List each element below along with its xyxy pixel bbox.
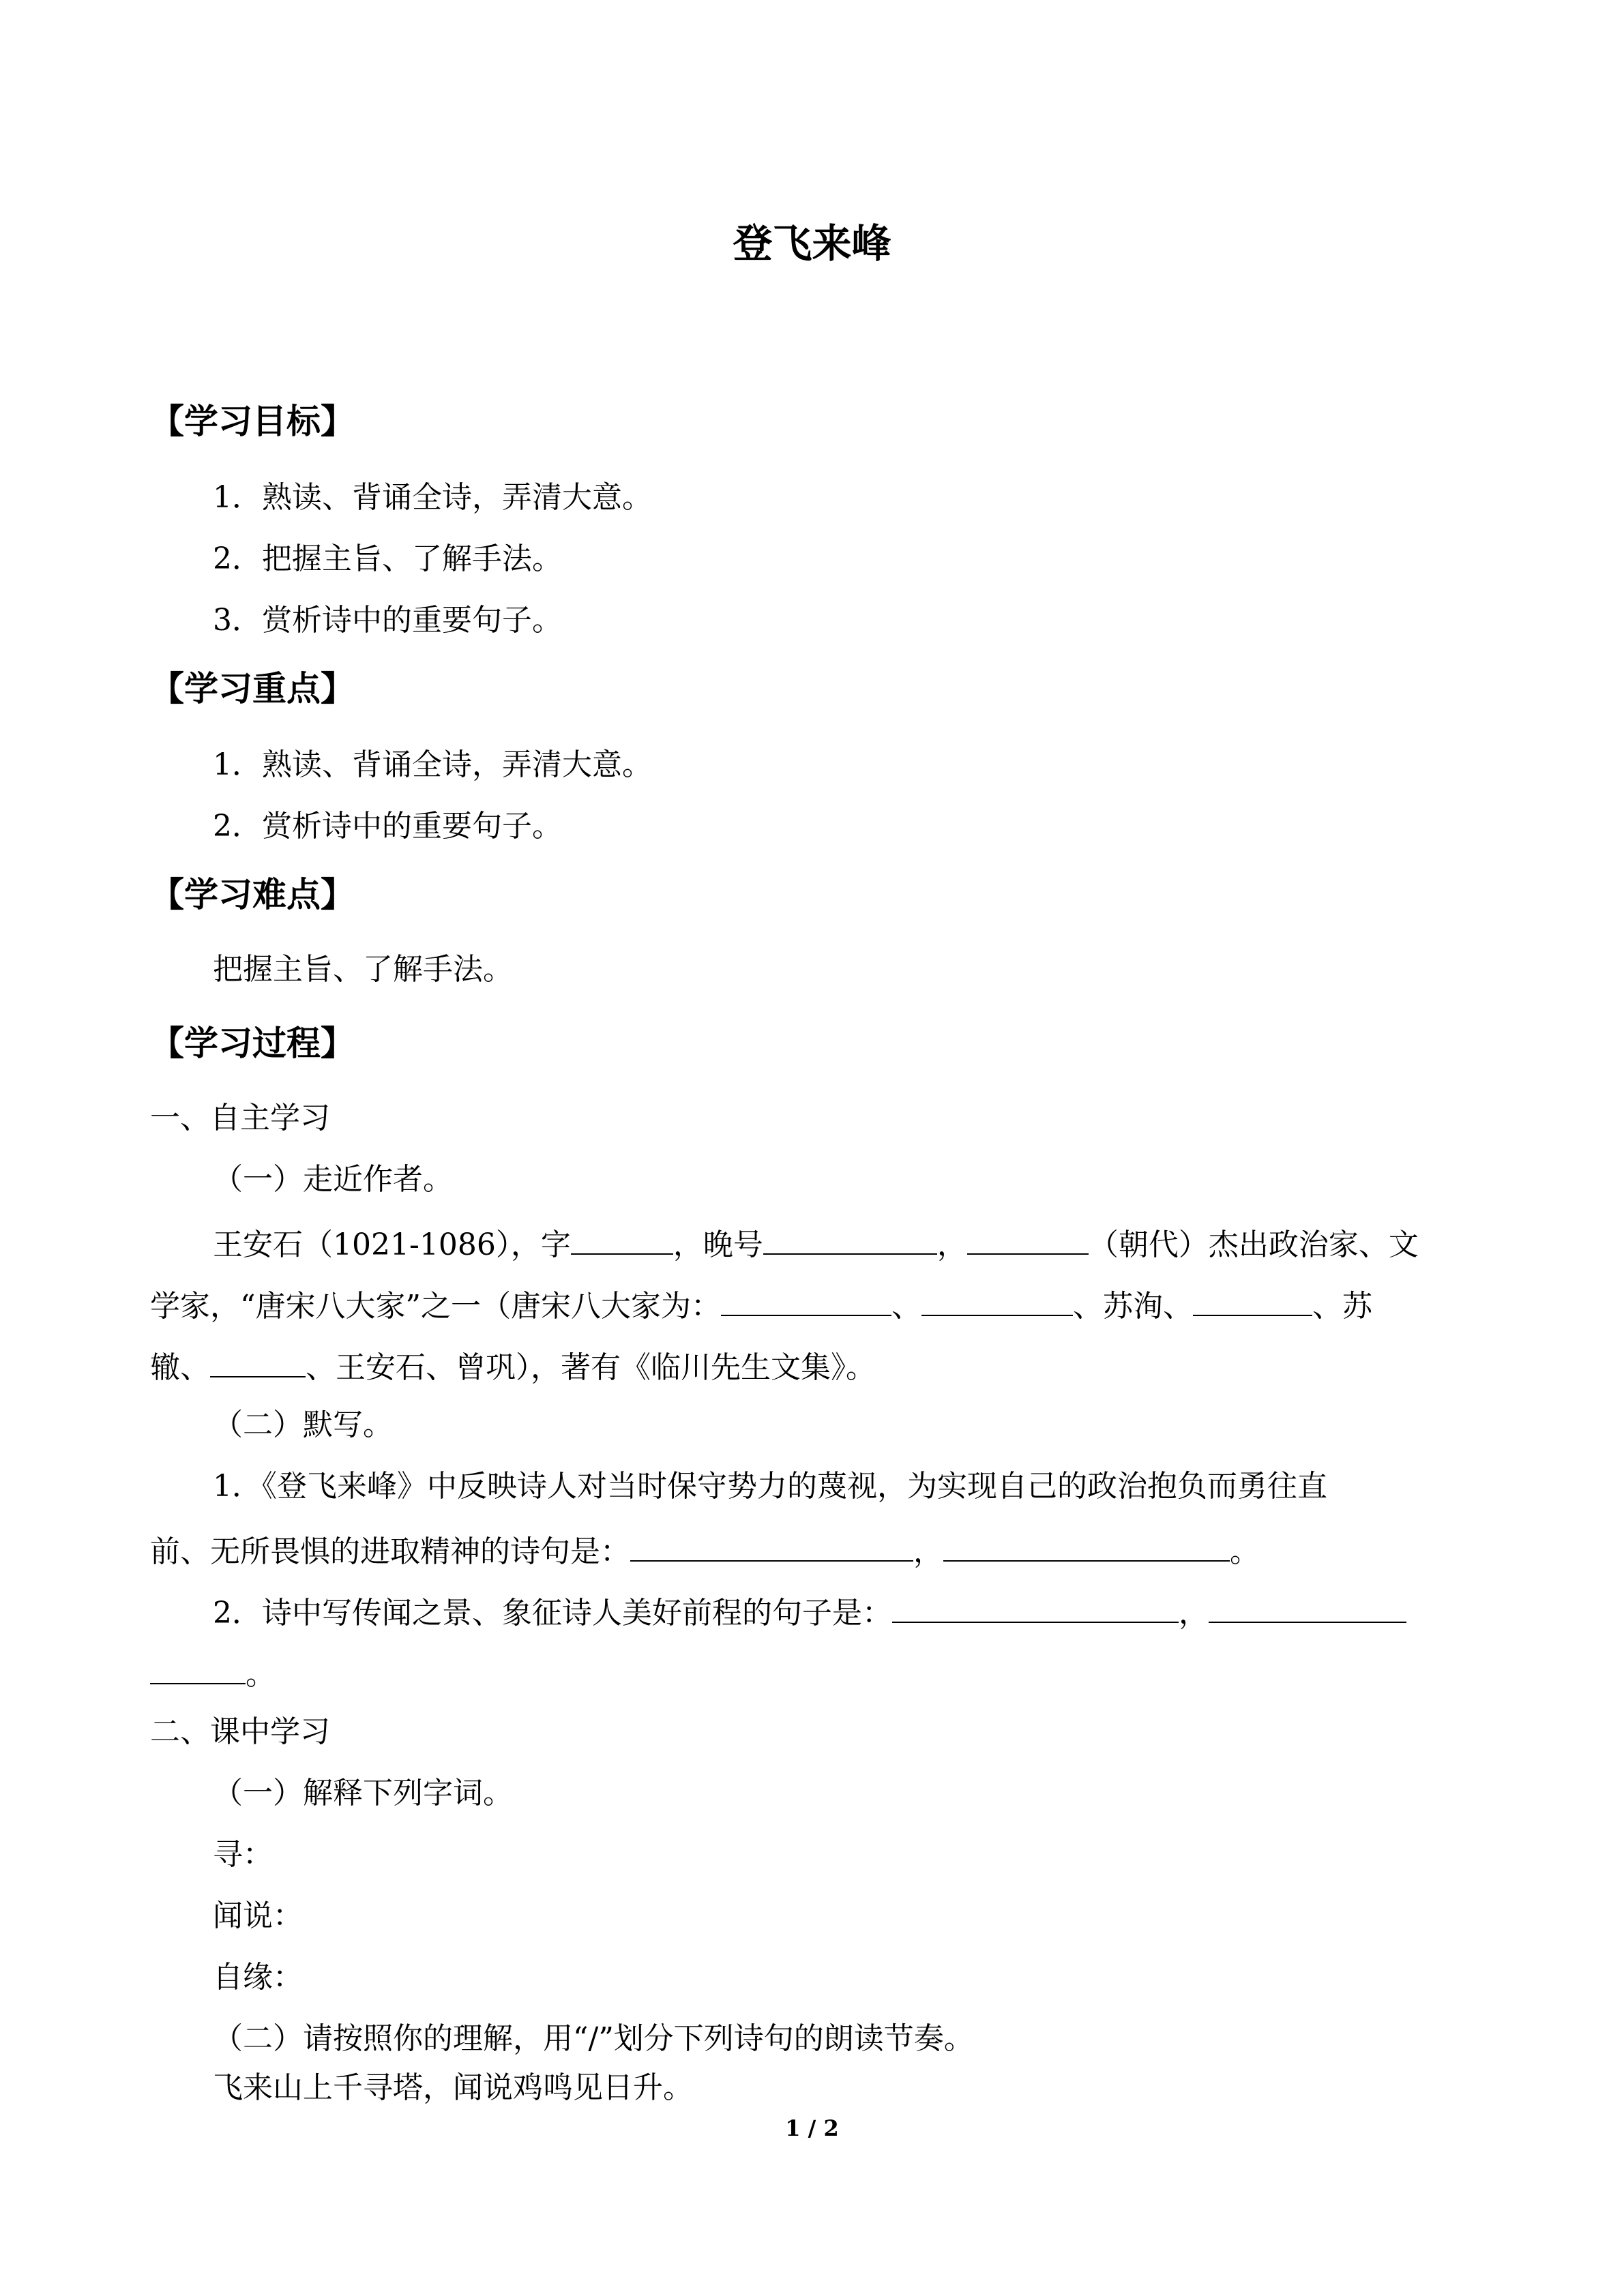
q2-line-1 — [213, 1594, 1406, 1628]
author-text: ，晚号 — [673, 1227, 763, 1262]
section-heading-process: 【学习过程】 — [150, 1024, 355, 1063]
q2-text: 。 — [246, 1657, 276, 1692]
section-heading-difficulties: 【学习难点】 — [150, 875, 355, 914]
blank-q2-c[interactable] — [150, 1656, 246, 1684]
blank-master-1[interactable] — [721, 1287, 891, 1316]
blank-q1-b[interactable] — [943, 1533, 1230, 1562]
goal-item: 1．熟读、背诵全诗，弄清大意。 — [213, 480, 652, 515]
blank-q1-a[interactable] — [630, 1533, 913, 1562]
key-point-item: 1．熟读、背诵全诗，弄清大意。 — [213, 747, 652, 782]
author-text: 、 — [891, 1289, 921, 1324]
part2-title: 二、课中学习 — [150, 1714, 330, 1749]
page-title: 登飞来峰 — [733, 220, 891, 267]
blank-master-2[interactable] — [921, 1287, 1073, 1316]
poem-line: 飞来山上千寻塔，闻说鸡鸣见日升。 — [213, 2070, 693, 2105]
term-item: 寻： — [213, 1837, 273, 1872]
term-item: 自缘： — [213, 1960, 303, 1995]
q1-line-2 — [150, 1533, 1260, 1567]
author-text: ， — [936, 1227, 967, 1262]
q1-text: 。 — [1230, 1534, 1260, 1569]
difficulty-item: 把握主旨、了解手法。 — [213, 952, 513, 987]
author-text: （朝代）杰出政治家、文 — [1088, 1227, 1419, 1262]
q1-text: 前、无所畏惧的进取精神的诗句是： — [150, 1534, 630, 1569]
section-heading-key-points: 【学习重点】 — [150, 669, 355, 709]
page-number: 1 / 2 — [785, 2115, 839, 2141]
goal-item: 3．赏析诗中的重要句子。 — [213, 603, 562, 638]
blank-q2-b[interactable] — [1209, 1594, 1406, 1623]
key-point-item: 2．赏析诗中的重要句子。 — [213, 809, 562, 844]
q1-line-1: 1．《登飞来峰》中反映诗人对当时保守势力的蔑视，为实现自己的政治抱负而勇往直 — [213, 1469, 1327, 1504]
q1-text: ， — [913, 1534, 943, 1569]
q2-text: ， — [1179, 1596, 1209, 1630]
blank-master-4[interactable] — [210, 1349, 306, 1377]
blank-master-3[interactable] — [1193, 1287, 1312, 1316]
q2-line-2 — [150, 1656, 276, 1690]
author-text: 、苏洵、 — [1073, 1289, 1193, 1324]
term-item: 闻说： — [213, 1898, 303, 1933]
goal-item: 2．把握主旨、了解手法。 — [213, 541, 562, 576]
part2-sub1: （一）解释下列字词。 — [213, 1776, 513, 1810]
section-heading-goals: 【学习目标】 — [150, 402, 355, 441]
author-text: 王安石（1021-1086），字 — [213, 1227, 571, 1262]
part1-sub2: （二）默写。 — [213, 1407, 393, 1442]
author-text: 辙、 — [150, 1350, 210, 1385]
blank-dynasty[interactable] — [967, 1226, 1089, 1255]
author-text: 、苏 — [1312, 1289, 1372, 1324]
author-line-3 — [150, 1349, 876, 1383]
blank-courtesy-name[interactable] — [571, 1226, 673, 1255]
author-text: 、王安石、曾巩），著有《临川先生文集》。 — [306, 1350, 876, 1385]
author-line-2 — [150, 1287, 1372, 1322]
part1-sub1: （一）走近作者。 — [213, 1162, 453, 1197]
author-text: 学家，“唐宋八大家”之一（唐宋八大家为： — [150, 1289, 721, 1324]
part2-sub2: （二）请按照你的理解，用“/”划分下列诗句的朗读节奏。 — [213, 2021, 974, 2056]
blank-q2-a[interactable] — [892, 1594, 1179, 1623]
author-line-1 — [213, 1226, 1419, 1260]
q2-text: 2．诗中写传闻之景、象征诗人美好前程的句子是： — [213, 1596, 892, 1630]
blank-pseudonym[interactable] — [763, 1226, 937, 1255]
part1-title: 一、自主学习 — [150, 1101, 330, 1135]
